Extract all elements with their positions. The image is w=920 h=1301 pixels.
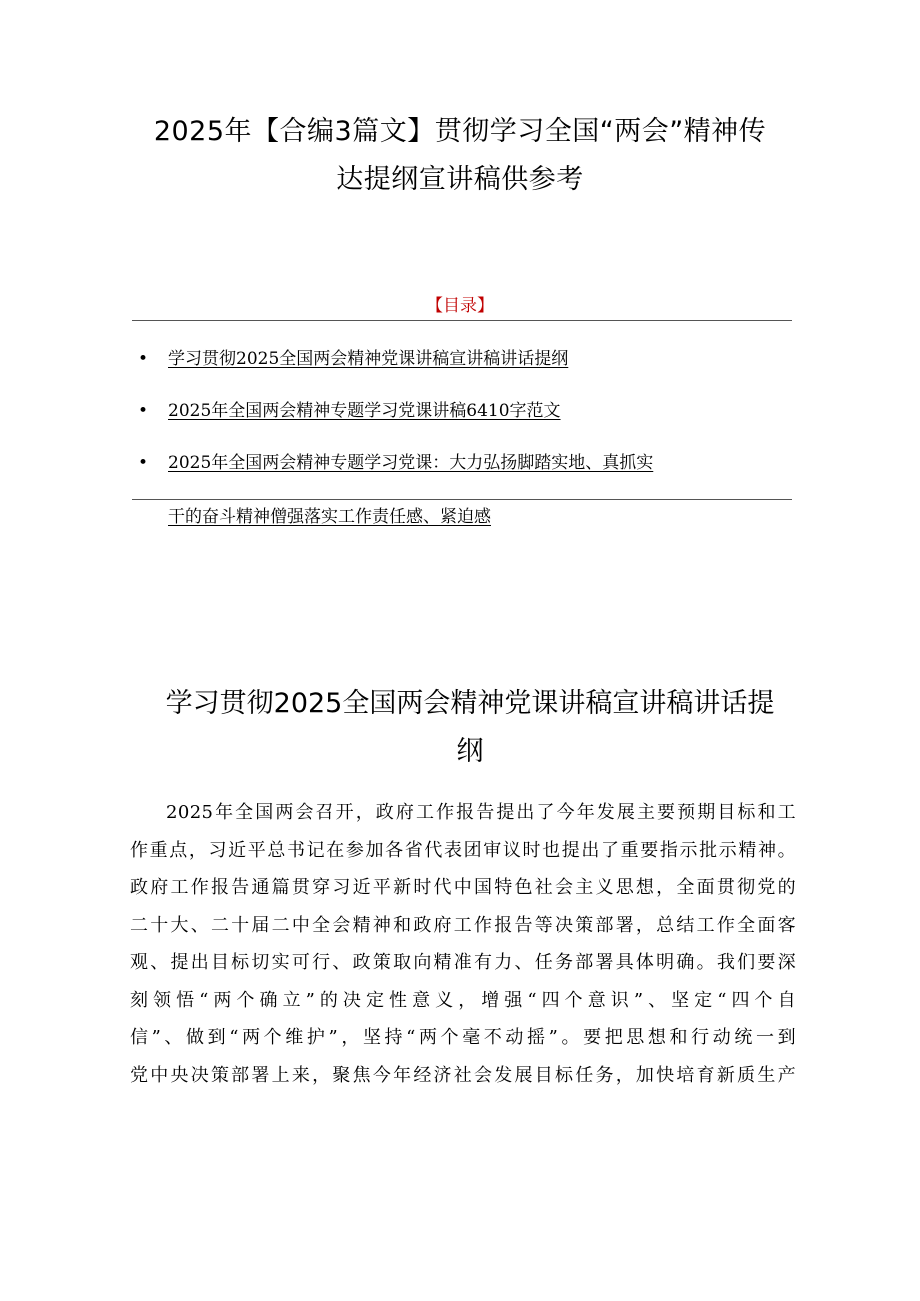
toc-bottom-divider <box>132 499 792 500</box>
body-line: 信”、做到“两个维护”，坚持“两个毫不动摇”。要把思想和行动统一到 <box>130 1027 796 1048</box>
document-title-line-2: 达提纲宣讲稿供参考 <box>336 164 584 195</box>
toc-bullet: • <box>138 401 149 421</box>
body-line: 二十大、二十届二中全会精神和政府工作报告等决策部署，总结工作全面客 <box>130 914 796 936</box>
body-paragraph <box>130 794 796 1094</box>
section-title-line-1: 学习贯彻2025全国两会精神党课讲稿宣讲稿讲话提 <box>165 688 775 719</box>
section-title <box>120 680 820 776</box>
document-title <box>120 108 800 204</box>
toc-bullet: • <box>138 349 149 369</box>
toc-link[interactable]: 2025年全国两会精神专题学习党课：大力弘扬脚踏实地、真抓实 <box>168 453 654 473</box>
toc-bullet: • <box>138 453 149 473</box>
toc-link[interactable]: 干的奋斗精神僧强落实工作责任感、紧迫感 <box>168 507 491 527</box>
toc-top-divider <box>132 320 792 321</box>
toc-link[interactable]: 学习贯彻2025全国两会精神党课讲稿宣讲稿讲话提纲 <box>168 349 569 369</box>
toc-link[interactable]: 2025年全国两会精神专题学习党课讲稿6410字范文 <box>168 401 561 421</box>
toc-heading: 【目录】 <box>426 296 494 316</box>
body-line: 2025年全国两会召开，政府工作报告提出了今年发展主要预期目标和工 <box>166 802 796 823</box>
body-line: 党中央决策部署上来，聚焦今年经济社会发展目标任务，加快培育新质生产 <box>130 1064 796 1086</box>
body-line: 政府工作报告通篇贯穿习近平新时代中国特色社会主义思想，全面贯彻党的 <box>130 877 796 898</box>
body-line: 观、提出目标切实可行、政策取向精准有力、任务部署具体明确。我们要深 <box>130 952 796 973</box>
body-line: 刻领悟“两个确立”的决定性意义，增强“四个意识”、坚定“四个自 <box>130 989 796 1011</box>
section-title-line-2: 纲 <box>456 736 484 767</box>
body-line: 作重点，习近平总书记在参加各省代表团审议时也提出了重要指示批示精神。 <box>130 839 796 861</box>
document-title-line-1: 2025年【合编3篇文】贯彻学习全国“两会”精神传 <box>153 116 767 147</box>
